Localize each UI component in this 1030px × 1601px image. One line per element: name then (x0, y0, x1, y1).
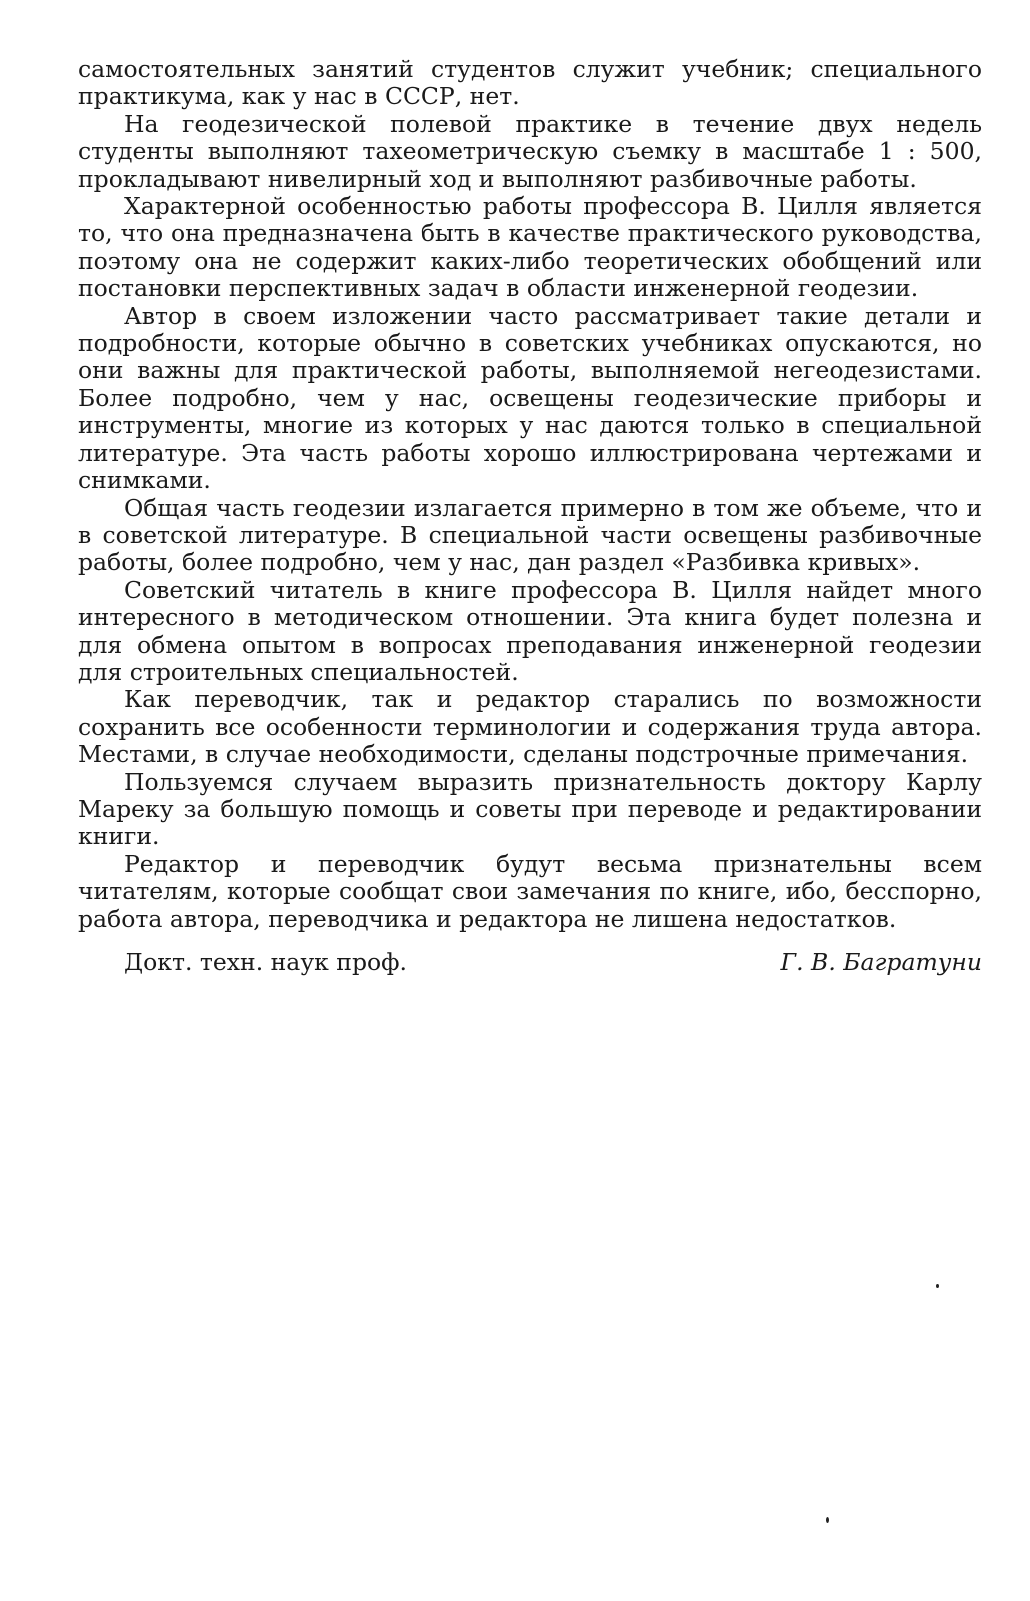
paragraph-readers: Редактор и переводчик будут весьма признательны всем читателям, которые сообщат свои замечания по книге, ибо, бесспорно, работа автора, переводчика и редактора не лишена недостатков. (78, 849, 982, 933)
paragraph-continuation: самостоятельных занятий студентов служит учебник; специального практикума, как у нас в СССР, нет. (78, 55, 982, 111)
signature-title: Докт. техн. наук проф. (124, 948, 408, 976)
signature-block (78, 949, 982, 976)
document-page (78, 56, 982, 976)
paragraph-field-practice: На геодезической полевой практике в течение двух недель студенты выполняют тахеометрическую съемку в масштабе 1 : 500, прокладывают нивелирный ход и выполняют разбивочные работы. (78, 109, 982, 193)
paragraph-gratitude: Пользуемся случаем выразить признательность доктору Карлу Мареку за большую помощь и советы при переводе и редактировании книги. (78, 767, 982, 851)
paragraph-feature: Характерной особенностью работы профессора В. Цилля является то, что она предназначена быть в качестве практического руководства, поэтому она не содержит каких-либо теоретических обобщений или постановки перспективных задач в области инженерной геодезии. (78, 192, 982, 303)
signature-name: Г. В. Багратуни (780, 948, 982, 976)
paragraph-soviet-reader: Советский читатель в книге профессора В. Цилля найдет много интересного в методическом отношении. Эта книга будет полезна и для обмена опытом в вопросах преподавания инженерной геодезии для строительных специальностей. (78, 575, 982, 686)
paragraph-general-part: Общая часть геодезии излагается примерно в том же объеме, что и в советской литературе. В специальной части освещены разбивочные работы, более подробно, чем у нас, дан раздел «Разбивка кривых». (78, 493, 982, 577)
print-speck (936, 1284, 939, 1288)
paragraph-translator: Как переводчик, так и редактор старались по возможности сохранить все особенности терминологии и содержания труда автора. Местами, в случае необходимости, сделаны подстрочные примечания. (78, 685, 982, 769)
paragraph-details: Автор в своем изложении часто рассматривает такие детали и подробности, которые обычно в советских учебниках опускаются, но они важны для практической работы, выполняемой негеодезистами. Более подробно, чем у нас, освещены геодезические приборы и инструменты, многие из которых у нас даются только в специальной литературе. Эта часть работы хорошо иллюстрирована чертежами и снимками. (78, 301, 982, 495)
print-speck (826, 1517, 829, 1523)
